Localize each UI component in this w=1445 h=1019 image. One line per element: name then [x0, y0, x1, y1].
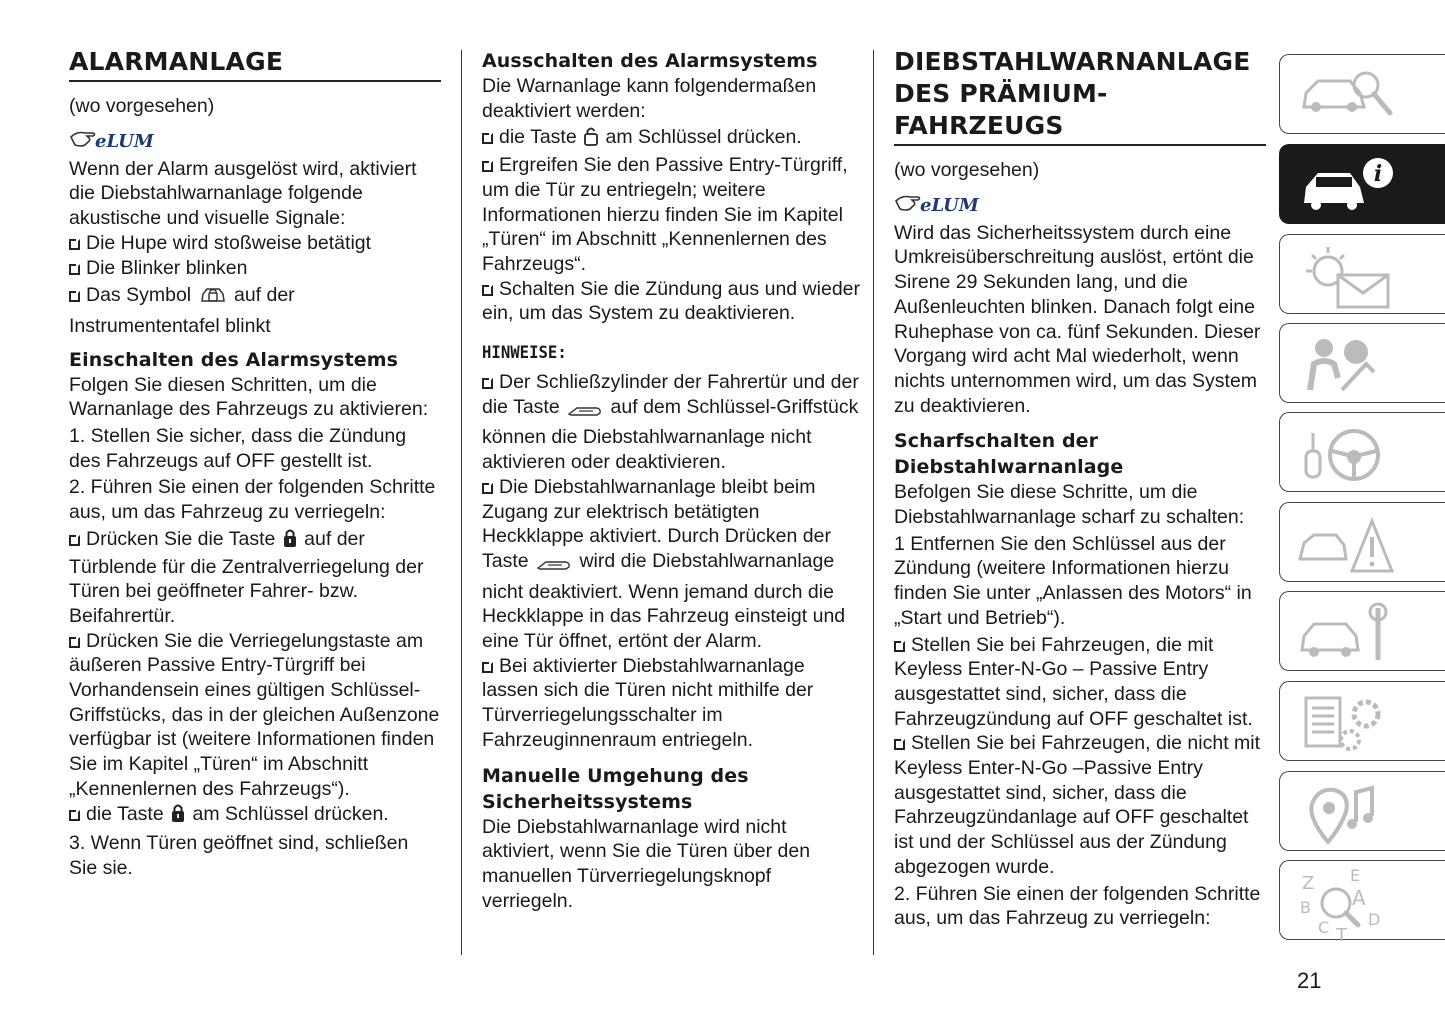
premium-intro: Wird das Sicherheitssystem durch eine Umkreisüberschreitung auslöst, ertönt die Sirene 29 Sekunden lang, und die Außenleuchten blinken. Danach folgt eine Ruhephase von ca. fünf Sekunden. Dieser Vorgang wird acht Mal wiederholt, wenn nichts unternommen wird, um das System zu deaktivieren. [894, 221, 1261, 417]
bullet-icon [69, 239, 80, 250]
page-number: 21 [1297, 968, 1322, 993]
svg-text:eLUM: eLUM [920, 194, 979, 216]
car-warning-icon [1292, 509, 1402, 579]
arm-intro: Folgen Sie diesen Schritten, um die Warnanlage des Fahrzeugs zu aktivieren: [69, 373, 429, 421]
section-title-alarm: ALARMANLAGE [69, 46, 441, 82]
tab-car-info[interactable] [1279, 144, 1445, 224]
liftgate-button-icon [567, 401, 603, 426]
step-3: 3. Wenn Türen geöffnet sind, schließen Sie sie. [69, 832, 409, 879]
column-premium-alarm [894, 46, 1266, 931]
notes-heading: HINWEISE: [482, 343, 567, 364]
bullet-horn: Die Hupe wird stoßweise betätigt [69, 231, 441, 256]
lock-icon [283, 528, 297, 555]
bullet-non-keyless: Stellen Sie bei Fahrzeugen, die nicht mit Keyless Enter-N-Go –Passive Entry ausgestattet sind, sicher, dass die Fahrzeugzündanlage auf OFF geschaltet ist und der Schlüssel aus der Zündung abgezogen wurde. [894, 732, 1261, 878]
lights-message-icon [1292, 241, 1402, 311]
step-1: 1. Stellen Sie sicher, dass die Zündung des Fahrzeugs auf OFF gestellt ist. [69, 425, 407, 472]
liftgate-button-icon [536, 555, 572, 580]
note-interior-switch: Bei aktivierter Diebstahlwarnanlage lassen sich die Türen nicht mithilfe der Türverriegelungsschalter im Fahrzeuginnenraum entriegeln. [482, 654, 814, 751]
bullet-symbol: Das Symbol auf der Instrumententafel blinkt [69, 284, 295, 337]
heading-disarm: Ausschalten des Alarmsystems [482, 50, 818, 72]
airbag-safety-icon [1292, 330, 1402, 400]
svg-text:eLUM: eLUM [95, 130, 154, 152]
tab-index[interactable] [1279, 860, 1445, 946]
multimedia-icon [1292, 778, 1402, 848]
bullet-door-handle: Ergreifen Sie den Passive Entry-Türgriff, um die Tür zu entriegeln; weitere Informationen hierzu finden Sie im Kapitel „Türen“ im Abschnitt „Kennenlernen des Fahrzeugs“. [482, 154, 848, 275]
heading-arm-alarm: Einschalten des Alarmsystems [69, 348, 399, 371]
svg-text:Z: Z [1302, 873, 1315, 894]
bullet-key-button: die Taste am Schlüssel drücken. [69, 802, 441, 830]
tab-starting-driving[interactable] [1279, 412, 1445, 492]
step-2: 2. Führen Sie einen der folgenden Schritte aus, um das Fahrzeug zu verriegeln: [69, 476, 436, 524]
car-alarm-symbol-icon [199, 283, 227, 314]
elum-hand-icon [894, 189, 1266, 217]
specs-gear-icon [1292, 688, 1402, 758]
tab-car-search[interactable] [1279, 54, 1445, 134]
tab-emergency[interactable] [1279, 502, 1445, 582]
bullet-icon [894, 641, 905, 652]
bullet-icon [69, 291, 80, 302]
car-info-icon [1292, 151, 1402, 221]
svg-text:C: C [1318, 918, 1330, 937]
alarm-intro: Wenn der Alarm ausgelöst wird, aktiviert die Diebstahlwarnanlage folgende akustische und visuelle Signale: [69, 157, 417, 230]
column-disarm [482, 46, 862, 913]
svg-text:D: D [1368, 910, 1381, 929]
bullet-icon [482, 662, 493, 673]
bullet-icon [69, 810, 80, 821]
tab-safety[interactable] [1279, 323, 1445, 403]
bullet-icon [69, 264, 80, 275]
note-liftgate: Die Diebstahlwarnanlage bleibt beim Zugang zur elektrisch betätigten Heckklappe aktiviert. Durch Drücken der Taste wird die Diebstahlwarnanlage nicht deaktiviert. Wenn jemand durch die Heckklappe in das Fahrzeug einsteigt und eine Tür öffnet, ertönt der Alarm. [482, 475, 846, 653]
note-lock-cylinder: Der Schließzylinder der Fahrertür und der die Taste auf dem Schlüssel-Griffstück können die Diebstahlwarnanlage nicht aktivieren oder deaktivieren. [482, 371, 859, 474]
svg-text:E: E [1350, 866, 1361, 885]
tab-service[interactable] [1279, 591, 1445, 671]
column-divider [873, 50, 874, 955]
car-service-icon [1292, 598, 1402, 668]
column-divider [461, 50, 462, 955]
key-steering-wheel-icon [1292, 419, 1402, 489]
bullet-icon [482, 133, 493, 144]
heading-manual-override: Manuelle Umgehung des Sicherheitssystems [482, 764, 749, 813]
svg-text:A: A [1352, 886, 1366, 910]
manual-override-text: Die Diebstahlwarnanlage wird nicht aktiviert, wenn Sie die Türen über den manuellen Türverriegelungsknopf verriegeln. [482, 815, 811, 912]
bullet-icon [894, 739, 905, 750]
car-search-icon [1292, 61, 1402, 131]
arm-premium-intro: Befolgen Sie diese Schritte, um die Diebstahlwarnanlage scharf zu schalten: [894, 481, 1245, 529]
tab-multimedia[interactable] [1279, 771, 1445, 851]
unlock-icon [584, 126, 598, 153]
bullet-icon [482, 483, 493, 494]
column-alarm [69, 46, 441, 881]
bullet-passive-entry: Drücken Sie die Verriegelungstaste am äußeren Passive Entry-Türgriff bei Vorhandensein eines gültigen Schlüssel-Griffstücks, das in der gleichen Außenzone verfügbar ist (weitere Informationen finden Sie im Kapitel „Türen“ im Abschnitt „Kennenlernen des Fahrzeugs“). [69, 629, 440, 800]
index-search-icon [1292, 866, 1402, 946]
tab-technical-data[interactable] [1279, 681, 1445, 761]
svg-text:T: T [1336, 925, 1347, 946]
section-title-premium-alarm: DIEBSTAHLWARNANLAGE DES PRÄMIUM-FAHRZEUGS [894, 46, 1266, 146]
svg-text:i: i [1373, 161, 1383, 187]
bullet-key-unlock: die Taste am Schlüssel drücken. [482, 125, 862, 153]
bullet-keyless: Stellen Sie bei Fahrzeugen, die mit Keyless Enter-N-Go – Passive Entry ausgestattet sind, sicher, dass die Fahrzeugzündung auf OFF geschaltet ist. [894, 633, 1253, 730]
svg-text:B: B [1300, 898, 1311, 917]
bullet-icon [482, 161, 493, 172]
bullet-indicators: Die Blinker blinken [69, 256, 441, 281]
bullet-ignition-cycle: Schalten Sie die Zündung aus und wieder ein, um das System zu deaktivieren. [482, 277, 860, 325]
lock-icon [171, 803, 185, 830]
tab-lights-messages[interactable] [1279, 234, 1445, 314]
bullet-icon [69, 637, 80, 648]
bullet-icon [69, 535, 80, 546]
availability-note: (wo vorgesehen) [894, 159, 1040, 181]
availability-note: (wo vorgesehen) [69, 95, 215, 117]
heading-arm-premium: Scharfschalten der Diebstahlwarnanlage [894, 430, 1124, 479]
step-2: 2. Führen Sie einen der folgenden Schritte aus, um das Fahrzeug zu verriegeln: [894, 882, 1261, 930]
bullet-door-button: Drücken Sie die Taste auf der Türblende für die Zentralverriegelung der Türen bei geöffneter Fahrer- bzw. Beifahrertür. [69, 527, 424, 627]
bullet-icon [482, 378, 493, 389]
step-1: 1 Entfernen Sie den Schlüssel aus der Zündung (weitere Informationen hierzu finden Sie unter „Anlassen des Motors“ in „Start und Betrieb“). [894, 532, 1252, 629]
elum-hand-icon [69, 125, 441, 153]
bullet-icon [482, 285, 493, 296]
disarm-intro: Die Warnanlage kann folgendermaßen deaktiviert werden: [482, 75, 817, 122]
